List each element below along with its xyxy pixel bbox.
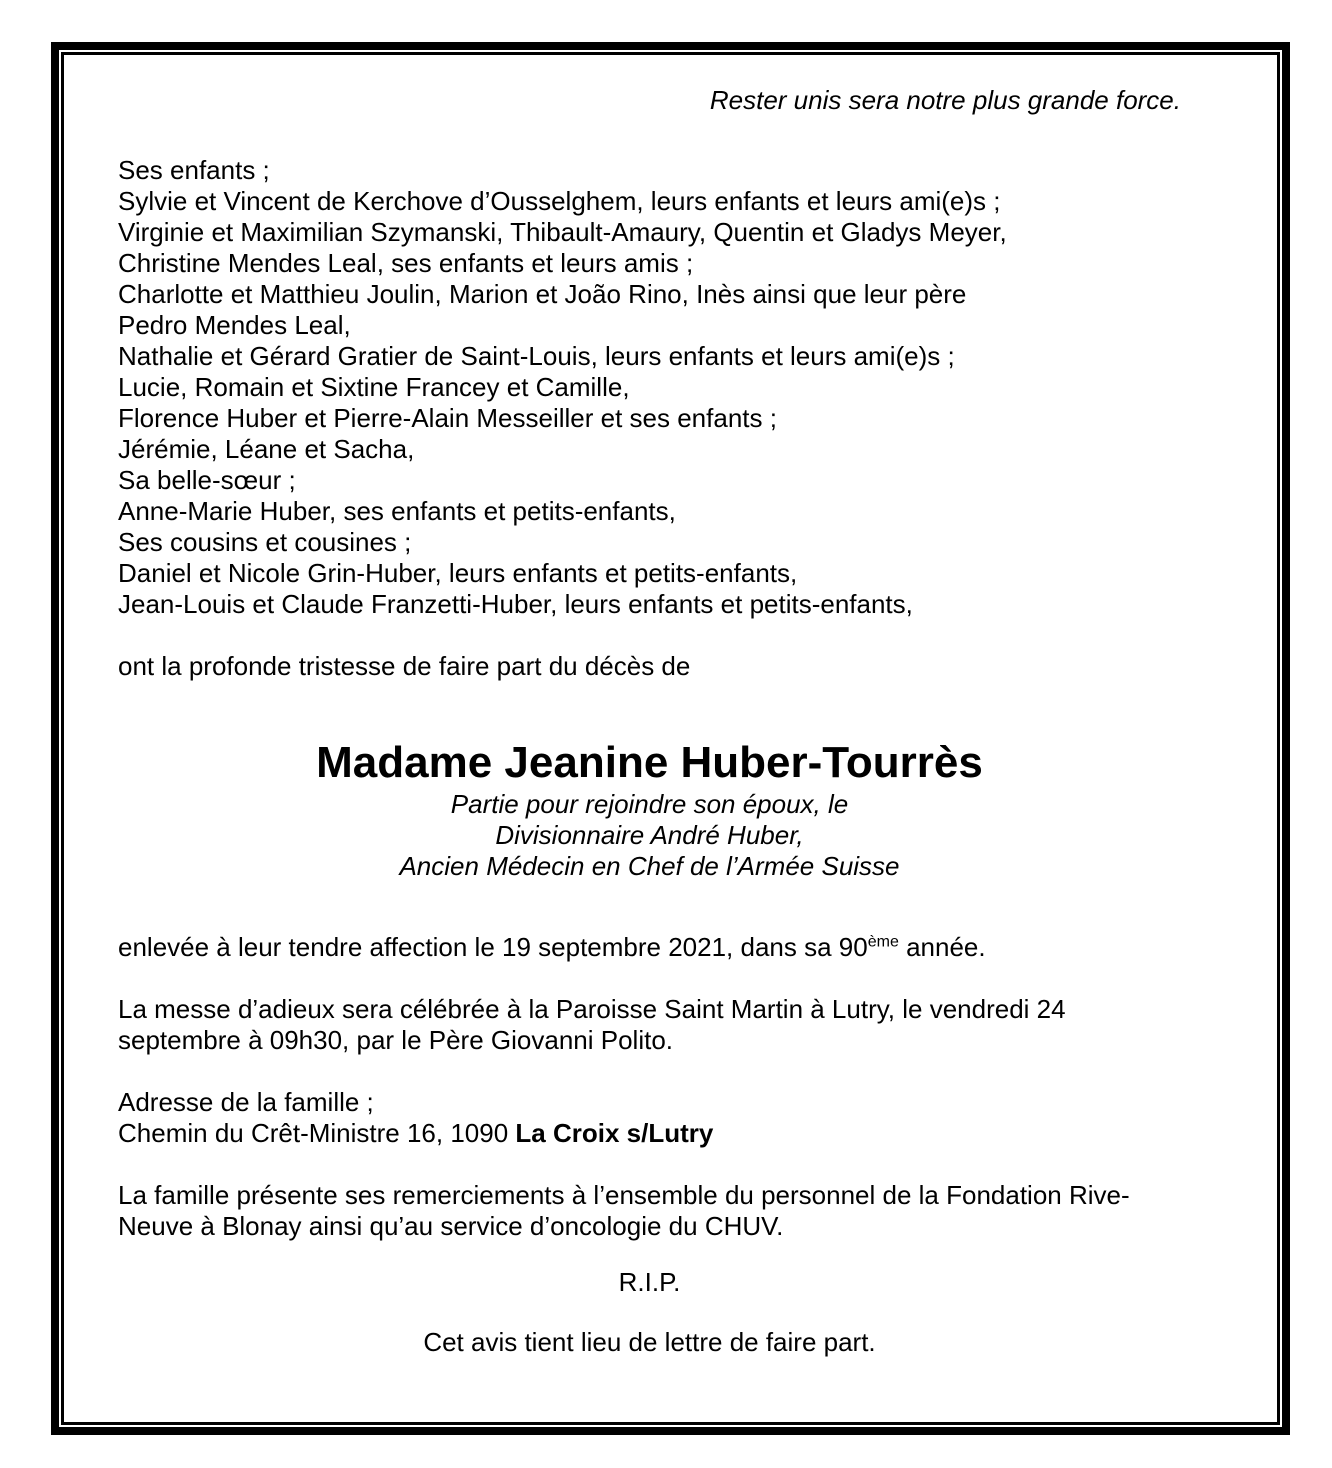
family-list [118,155,1181,620]
family-line: Ses cousins et cousines ; [118,527,412,557]
family-line: Daniel et Nicole Grin-Huber, leurs enfants et petits-enfants, [118,558,798,588]
announcement-line: ont la profonde tristesse de faire part du décès de [118,651,691,681]
death-notice-text: enlevée à leur tendre affection le 19 septembre 2021, dans sa 90 [118,932,868,962]
deceased-name: Madame Jeanine Huber-Tourrès [316,738,983,787]
tribute-line: Partie pour rejoindre son époux, le [450,789,849,819]
thanks-line: La famille présente ses remerciements à l’ensemble du personnel de la Fondation Rive- [118,1180,1130,1210]
family-line: Jérémie, Léane et Sacha, [118,434,415,464]
mass-line: septembre à 09h30, par le Père Giovanni Polito. [118,1025,674,1055]
tribute-line: Ancien Médecin en Chef de l’Armée Suisse [399,851,900,881]
death-notice-text-end: année. [898,932,986,962]
family-line: Lucie, Romain et Sixtine Francey et Camille, [118,372,630,402]
closing-line: Cet avis tient lieu de lettre de faire part. [423,1327,876,1357]
family-line: Pedro Mendes Leal, [118,310,351,340]
family-line: Anne-Marie Huber, ses enfants et petits-enfants, [118,496,676,526]
family-line: Charlotte et Matthieu Joulin, Marion et João Rino, Inès ainsi que leur père [118,279,967,309]
thanks-paragraph [118,1180,1181,1242]
address-label: Adresse de la famille ; [118,1087,374,1117]
tribute-block [118,789,1181,882]
death-notice-line [118,932,1181,963]
tribute-line: Divisionnaire André Huber, [495,820,804,850]
family-line: Sa belle-sœur ; [118,465,296,495]
family-line: Virginie et Maximilian Szymanski, Thibault-Amaury, Quentin et Gladys Meyer, [118,217,1007,247]
family-line: Nathalie et Gérard Gratier de Saint-Louis, leurs enfants et leurs ami(e)s ; [118,341,955,371]
ordinal-superscript: ème [867,933,899,951]
family-line: Jean-Louis et Claude Franzetti-Huber, leurs enfants et petits-enfants, [118,589,913,619]
obituary-content [64,55,1277,1422]
thanks-line: Neuve à Blonay ainsi qu’au service d’oncologie du CHUV. [118,1211,784,1241]
family-line: Christine Mendes Leal, ses enfants et leurs amis ; [118,248,694,278]
inner-border-frame [61,52,1280,1425]
epigraph-quote: Rester unis sera notre plus grande force. [709,85,1181,115]
family-line: Sylvie et Vincent de Kerchove d’Ousselghem, leurs enfants et leurs ami(e)s ; [118,186,1001,216]
family-address [118,1087,1181,1149]
outer-border-frame [51,42,1290,1435]
rip-line: R.I.P. [618,1267,681,1297]
family-line: Florence Huber et Pierre-Alain Messeiller et ses enfants ; [118,403,777,433]
address-locality: La Croix s/Lutry [515,1118,714,1148]
address-street: Chemin du Crêt-Ministre 16, 1090 [118,1118,516,1148]
family-line: Ses enfants ; [118,155,270,185]
address-line [118,1118,1181,1149]
mass-announcement [118,994,1181,1056]
mass-line: La messe d’adieux sera célébrée à la Paroisse Saint Martin à Lutry, le vendredi 24 [118,994,1066,1024]
